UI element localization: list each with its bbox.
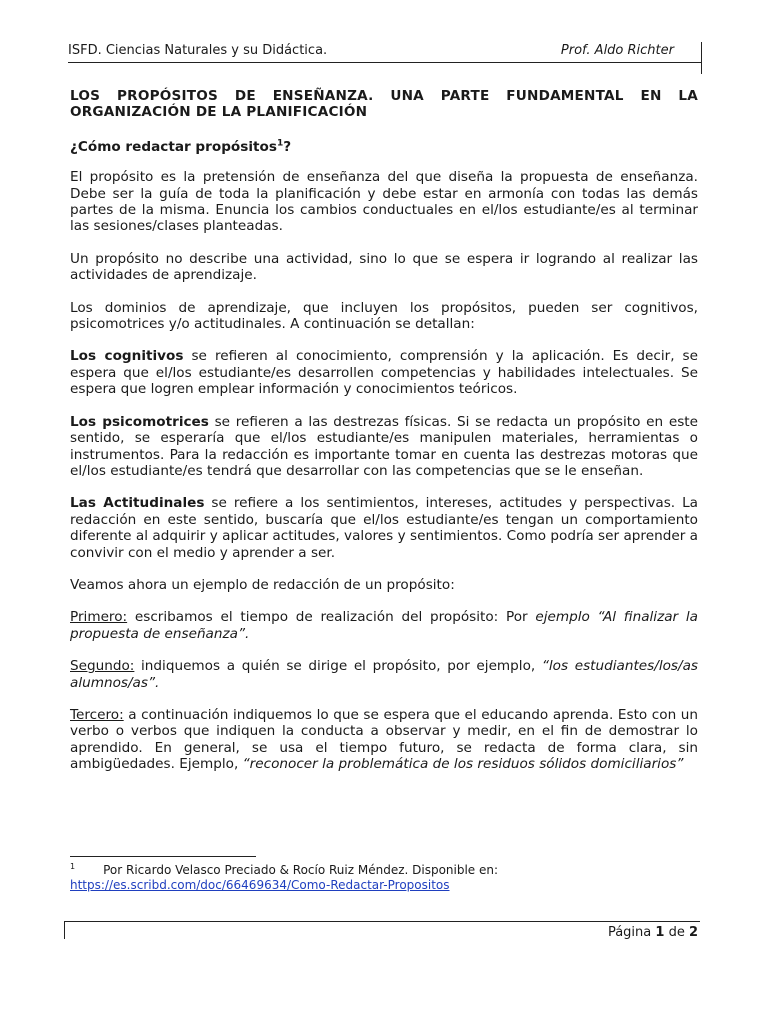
paragraph-attitudinal — [70, 495, 698, 561]
paragraph-domains: Los dominios de aprendizaje, que incluyen los propósitos, pueden ser cognitivos, psicomotrices y/o actitudinales. A continuación se detallan: — [70, 299, 698, 333]
paragraph-example-intro: Veamos ahora un ejemplo de redacción de un propósito: — [70, 576, 455, 593]
paragraph-activity: Un propósito no describe una actividad, sino lo que se espera ir logrando al realizar las actividades de aprendizaje. — [70, 250, 698, 284]
footnote-text: Por Ricardo Velasco Preciado & Rocío Ruiz Méndez. Disponible en: — [103, 863, 499, 877]
page-label: Página — [607, 925, 652, 940]
step-text-third: a continuación indiquemos lo que se espera que el educando aprenda. Esto con un verbo o verbos que indiquen la conducta a observar y medir, en el fin de demostrar lo aprendido. En general, se usa el tiempo futuro, se redacta de forma clara, sin ambigüedades. Ejemplo, — [70, 706, 698, 773]
domain-text-cognitive: se refieren al conocimiento, comprensión y la aplicación. Es decir, se espera que el/los estudiante/es desarrollen competencias y habilidades intelectuales. Se espera que logren emplear información y conocimientos teóricos. — [70, 348, 698, 398]
step-label-first: Primero: — [70, 609, 128, 626]
page-total: 2 — [688, 925, 698, 940]
domain-lead-attitudinal: Las Actitudinales — [70, 495, 205, 512]
document-title: LOS PROPÓSITOS DE ENSEÑANZA. UNA PARTE FUNDAMENTAL EN LA ORGANIZACIÓN DE LA PLANIFICACIÓN — [70, 88, 698, 121]
paragraph-step-first — [70, 609, 698, 642]
step-text-first: escribamos el tiempo de realización del propósito: Por — [127, 609, 536, 626]
domain-text-psychomotor: se refieren a las destrezas físicas. Si se redacta un propósito en este sentido, se esperaría que el/los estudiante/es manipulen materiales, herramientas o instrumentos. Para la redacción es importante tomar en cuenta las destrezas motoras que el/los estudiante/es tendrá que desarrollar con las competencias que se le enseñan. — [70, 413, 698, 479]
page-separator: de — [668, 925, 685, 940]
domain-text-attitudinal: se refiere a los sentimientos, intereses, actitudes y perspectivas. La redacción en este sentido, buscaría que el/los estudiante/es tengan un comportamiento diferente al adquirir y aplicar actitudes, valores y sentimientos. Como podría ser aprender a convivir con el medio y aprender a ser. — [70, 495, 698, 561]
paragraph-definition: El propósito es la pretensión de enseñanza del que diseña la propuesta de enseñanza. Debe ser la guía de toda la planificación y debe estar en armonía con todas las demás partes de la misma. Enuncia los cambios conductuales en el/los estudiante/es al terminar las sesiones/clases planteadas. — [70, 169, 698, 235]
paragraph-psychomotor — [70, 414, 698, 480]
footnote-reference[interactable]: 1 — [276, 138, 284, 149]
step-example-second: “los estudiantes/los/as alumnos/as”. — [70, 658, 698, 691]
footer-divider — [64, 922, 65, 939]
domain-lead-psychomotor: Los psicomotrices — [70, 413, 209, 430]
page-header — [68, 42, 702, 63]
page-number — [608, 925, 698, 940]
footnote-mark: 1 — [70, 862, 76, 871]
footnote-separator — [70, 856, 256, 857]
header-course: ISFD. Ciencias Naturales y su Didáctica. — [68, 43, 328, 58]
paragraph-cognitive — [70, 348, 698, 397]
section-heading-suffix: ? — [283, 138, 292, 155]
paragraph-step-third — [70, 707, 698, 773]
domain-lead-cognitive: Los cognitivos — [70, 348, 184, 365]
header-author: Prof. Aldo Richter — [560, 43, 674, 58]
document-body — [70, 88, 698, 789]
footnote — [70, 863, 698, 893]
page-footer — [64, 921, 700, 940]
step-example-third: “reconocer la problemática de los residuos sólidos domiciliarios” — [242, 756, 684, 773]
step-label-second: Segundo: — [70, 658, 135, 675]
section-heading — [70, 139, 698, 155]
step-text-second: indiquemos a quién se dirige el propósito, por ejemplo, — [134, 658, 542, 675]
paragraph-step-second — [70, 658, 698, 691]
step-example-first: ejemplo “Al finalizar la propuesta de enseñanza”. — [70, 609, 698, 642]
section-heading-text: ¿Cómo redactar propósitos — [70, 138, 277, 155]
footnote-link[interactable]: https://es.scribd.com/doc/66469634/Como-Redactar-Propositos — [70, 878, 450, 892]
step-label-third: Tercero: — [70, 706, 124, 723]
header-divider — [701, 42, 702, 74]
page-current: 1 — [655, 925, 665, 940]
